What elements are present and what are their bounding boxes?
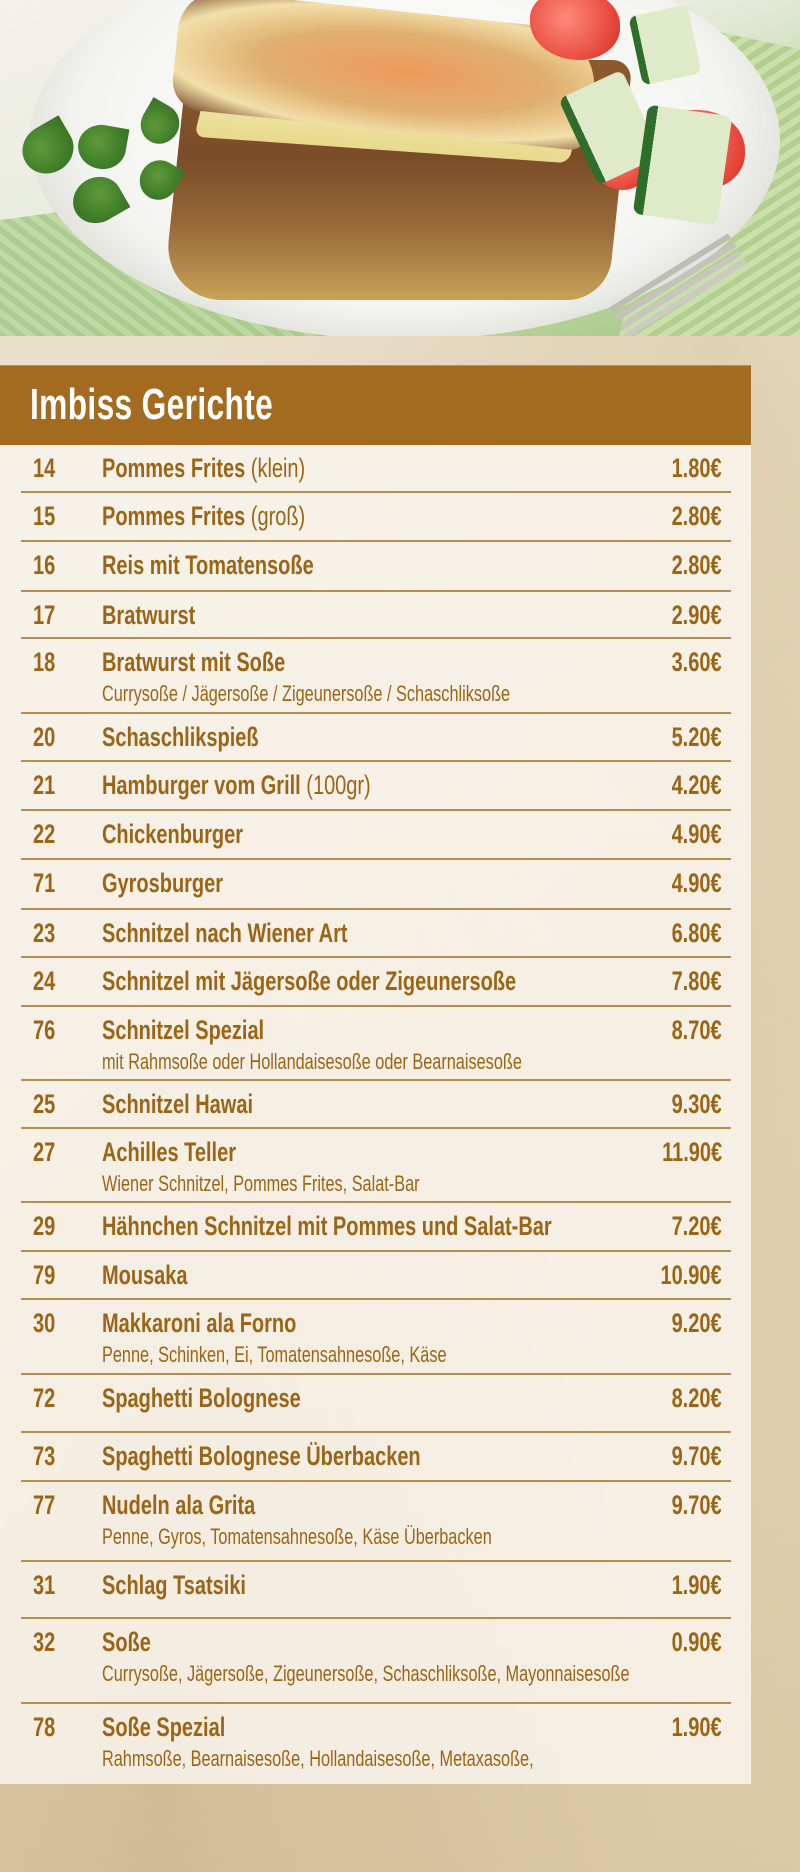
item-name-main: Pommes Frites <box>102 453 246 483</box>
menu-item[interactable] <box>21 1081 731 1129</box>
item-price: 0.90€ <box>671 1627 722 1657</box>
item-name <box>102 868 223 898</box>
item-description: Currysoße, Jägersoße, Zigeunersoße, Schaschliksoße, Mayonnaisesoße <box>102 1661 630 1686</box>
item-name-main: Schnitzel Spezial <box>102 1015 265 1045</box>
item-number: 31 <box>33 1570 56 1600</box>
item-name <box>102 918 348 948</box>
item-number: 27 <box>33 1137 56 1167</box>
item-price: 3.60€ <box>671 647 722 677</box>
item-name-size: (groß) <box>245 501 306 531</box>
item-name <box>102 1383 301 1413</box>
menu-item[interactable] <box>21 1129 731 1203</box>
item-name-main: Schnitzel Hawai <box>102 1089 254 1119</box>
item-number: 20 <box>33 722 56 752</box>
item-description: Currysoße / Jägersoße / Zigeunersoße / Schaschliksoße <box>102 681 511 706</box>
item-description: Wiener Schnitzel, Pommes Frites, Salat-Bar <box>102 1171 420 1196</box>
item-name <box>102 1570 246 1600</box>
menu-item[interactable] <box>21 493 731 542</box>
menu-item[interactable] <box>21 639 731 714</box>
item-number: 22 <box>33 819 56 849</box>
item-price: 9.20€ <box>671 1308 722 1338</box>
menu-item[interactable] <box>21 860 731 910</box>
item-name-main: Bratwurst <box>102 600 196 630</box>
item-name-main: Achilles Teller <box>102 1137 236 1167</box>
item-name <box>102 1015 264 1045</box>
menu-item[interactable] <box>21 714 731 762</box>
item-name-main: Soße Spezial <box>102 1712 226 1742</box>
menu-panel <box>0 365 751 1784</box>
item-price: 6.80€ <box>671 918 722 948</box>
item-description: Rahmsoße, Bearnaisesoße, Hollandaisesoße, Metaxasoße, <box>102 1746 534 1771</box>
item-number: 29 <box>33 1211 56 1241</box>
item-price: 11.90€ <box>661 1137 722 1167</box>
item-name-main: Chickenburger <box>102 819 244 849</box>
item-price: 4.90€ <box>671 868 722 898</box>
item-price: 2.80€ <box>671 501 722 531</box>
hero-food-photo <box>0 0 800 336</box>
item-number: 15 <box>33 501 56 531</box>
item-price: 7.20€ <box>671 1211 722 1241</box>
menu-item[interactable] <box>21 592 731 639</box>
item-name-main: Gyrosburger <box>102 868 224 898</box>
item-name <box>102 1490 255 1520</box>
item-description: mit Rahmsoße oder Hollandaisesoße oder Bearnaisesoße <box>102 1049 522 1074</box>
item-name <box>102 1712 225 1742</box>
item-name <box>102 770 371 800</box>
item-name-main: Reis mit Tomatensoße <box>102 550 314 580</box>
menu-item[interactable] <box>21 1375 731 1433</box>
item-number: 21 <box>33 770 56 800</box>
item-name <box>102 722 259 752</box>
item-number: 32 <box>33 1627 56 1657</box>
item-name <box>102 550 314 580</box>
item-number: 79 <box>33 1260 56 1290</box>
menu-item[interactable] <box>21 1203 731 1252</box>
item-name <box>102 1089 253 1119</box>
item-name-main: Schlag Tsatsiki <box>102 1570 246 1600</box>
item-name-size: (100gr) <box>300 770 371 800</box>
item-price: 1.90€ <box>671 1712 722 1742</box>
item-name <box>102 1308 296 1338</box>
item-name-main: Soße <box>102 1627 151 1657</box>
item-price: 10.90€ <box>660 1260 722 1290</box>
item-name-main: Bratwurst mit Soße <box>102 647 286 677</box>
item-price: 5.20€ <box>671 722 722 752</box>
item-price: 1.80€ <box>671 453 722 483</box>
item-number: 17 <box>33 600 56 630</box>
menu-item[interactable] <box>21 1300 731 1375</box>
item-number: 24 <box>33 966 56 996</box>
item-number: 14 <box>33 453 56 483</box>
menu-item-list <box>0 445 751 1784</box>
item-name-main: Makkaroni ala Forno <box>102 1308 297 1338</box>
item-name <box>102 1137 236 1167</box>
cucumber-chunk <box>633 105 732 226</box>
item-name-main: Schnitzel nach Wiener Art <box>102 918 348 948</box>
item-number: 76 <box>33 1015 56 1045</box>
item-description: Penne, Schinken, Ei, Tomatensahnesoße, Käse <box>102 1342 447 1367</box>
item-number: 71 <box>33 868 56 898</box>
menu-item[interactable] <box>21 1007 731 1081</box>
menu-item[interactable] <box>21 1252 731 1300</box>
item-name <box>102 647 285 677</box>
menu-item[interactable] <box>21 811 731 860</box>
item-price: 4.20€ <box>671 770 722 800</box>
item-price: 7.80€ <box>671 966 722 996</box>
item-number: 72 <box>33 1383 56 1413</box>
item-description: Penne, Gyros, Tomatensahnesoße, Käse Überbacken <box>102 1524 492 1549</box>
item-price: 4.90€ <box>671 819 722 849</box>
item-price: 9.70€ <box>671 1490 722 1520</box>
menu-item[interactable] <box>21 1433 731 1482</box>
item-number: 77 <box>33 1490 56 1520</box>
menu-item[interactable] <box>21 1704 731 1784</box>
menu-item[interactable] <box>21 762 731 811</box>
item-name-main: Hähnchen Schnitzel mit Pommes und Salat-Bar <box>102 1211 552 1241</box>
item-number: 78 <box>33 1712 56 1742</box>
item-name <box>102 819 243 849</box>
menu-item[interactable] <box>21 1619 731 1704</box>
item-price: 2.80€ <box>671 550 722 580</box>
menu-item[interactable] <box>21 910 731 958</box>
menu-item[interactable] <box>21 445 731 493</box>
item-name <box>102 966 516 996</box>
item-name-size: (klein) <box>245 453 306 483</box>
item-number: 25 <box>33 1089 56 1119</box>
section-header <box>0 365 751 445</box>
menu-item[interactable] <box>21 1482 731 1562</box>
section-title: Imbiss Gerichte <box>30 380 274 429</box>
item-name-main: Hamburger vom Grill <box>102 770 301 800</box>
item-name <box>102 1211 552 1241</box>
item-number: 30 <box>33 1308 56 1338</box>
item-name-main: Pommes Frites <box>102 501 246 531</box>
item-name-main: Nudeln ala Grita <box>102 1490 256 1520</box>
item-number: 18 <box>33 647 56 677</box>
item-name-main: Schaschlikspieß <box>102 722 259 752</box>
item-price: 9.70€ <box>671 1441 722 1471</box>
item-price: 9.30€ <box>671 1089 722 1119</box>
item-price: 8.70€ <box>671 1015 722 1045</box>
item-number: 23 <box>33 918 56 948</box>
item-name-main: Schnitzel mit Jägersoße oder Zigeunersoße <box>102 966 517 996</box>
item-number: 73 <box>33 1441 56 1471</box>
item-name-main: Spaghetti Bolognese Überbacken <box>102 1441 421 1471</box>
item-name-main: Spaghetti Bolognese <box>102 1383 301 1413</box>
menu-item[interactable] <box>21 958 731 1007</box>
item-price: 8.20€ <box>671 1383 722 1413</box>
item-name <box>102 453 305 483</box>
menu-item[interactable] <box>21 542 731 592</box>
item-price: 1.90€ <box>671 1570 722 1600</box>
item-name-main: Mousaka <box>102 1260 188 1290</box>
item-name <box>102 600 195 630</box>
item-price: 2.90€ <box>671 600 722 630</box>
item-name <box>102 1627 151 1657</box>
item-name <box>102 501 305 531</box>
item-name <box>102 1260 188 1290</box>
menu-item[interactable] <box>21 1562 731 1619</box>
item-name <box>102 1441 421 1471</box>
item-number: 16 <box>33 550 56 580</box>
